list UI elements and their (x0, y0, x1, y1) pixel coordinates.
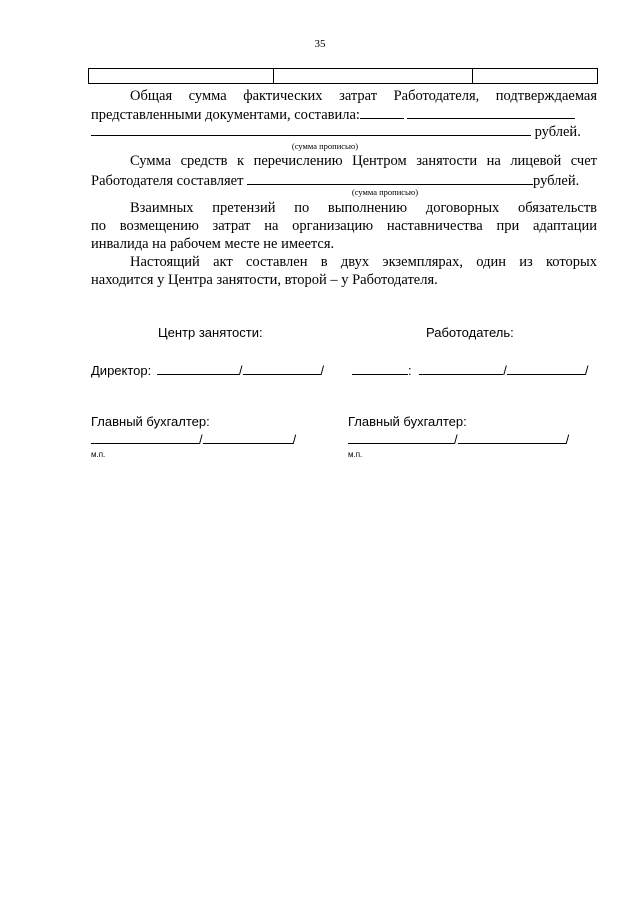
amount-caption-2: (сумма прописью) (351, 187, 419, 197)
para1-line3: рублей. (91, 122, 581, 141)
stamp-place-left: м.п. (91, 450, 106, 459)
para3-line3: инвалида на рабочем месте не имеется. (91, 236, 335, 252)
para2-line2: Работодателя составляет рублей. (91, 173, 580, 189)
position-blank (352, 361, 408, 375)
chief-accountant-left-label: Главный бухгалтер: (91, 414, 210, 429)
chief-accountant-right-row: / / (348, 430, 569, 448)
signature-blank (419, 361, 503, 375)
blank-line (360, 105, 404, 119)
para4-line1: Настоящий акт составлен в двух экземплярах, один из которых (130, 254, 597, 270)
employment-center-header: Центр занятости: (158, 325, 263, 340)
blank-line (407, 105, 575, 119)
stamp-place-right: м.п. (348, 450, 363, 459)
table-fragment (88, 68, 598, 84)
signature-blank (91, 430, 199, 444)
chief-accountant-right-label: Главный бухгалтер: (348, 414, 467, 429)
page-number: 35 (314, 38, 326, 50)
signature-blank (157, 361, 239, 375)
table-cell (89, 69, 274, 84)
para4-line2: находится у Центра занятости, второй – у Работодателя. (91, 272, 438, 288)
employer-signature-row: : / / (352, 361, 589, 379)
amount-words-blank (91, 122, 531, 136)
table-cell (473, 69, 598, 84)
name-blank (507, 361, 585, 375)
name-blank (203, 430, 293, 444)
para1-line2: представленными документами, составила: (91, 105, 575, 124)
para3-line2: по возмещению затрат на организацию наставничества при адаптации (91, 218, 597, 234)
name-blank (458, 430, 566, 444)
para3-line1: Взаимных претензий по выполнению договорных обязательств (130, 200, 597, 216)
employer-header: Работодатель: (426, 325, 514, 340)
para1-line1: Общая сумма фактических затрат Работодателя, подтверждаемая (130, 88, 597, 104)
blank-line (299, 171, 533, 185)
blank-line (247, 171, 299, 185)
table-cell (274, 69, 473, 84)
chief-accountant-left-row: / / (91, 430, 296, 448)
signature-blank (348, 430, 454, 444)
director-signature-row: Директор: / / (91, 363, 325, 378)
name-blank (243, 361, 321, 375)
para2-line1: Сумма средств к перечислению Центром занятости на лицевой счет (130, 153, 597, 169)
amount-caption-1: (сумма прописью) (291, 141, 359, 151)
